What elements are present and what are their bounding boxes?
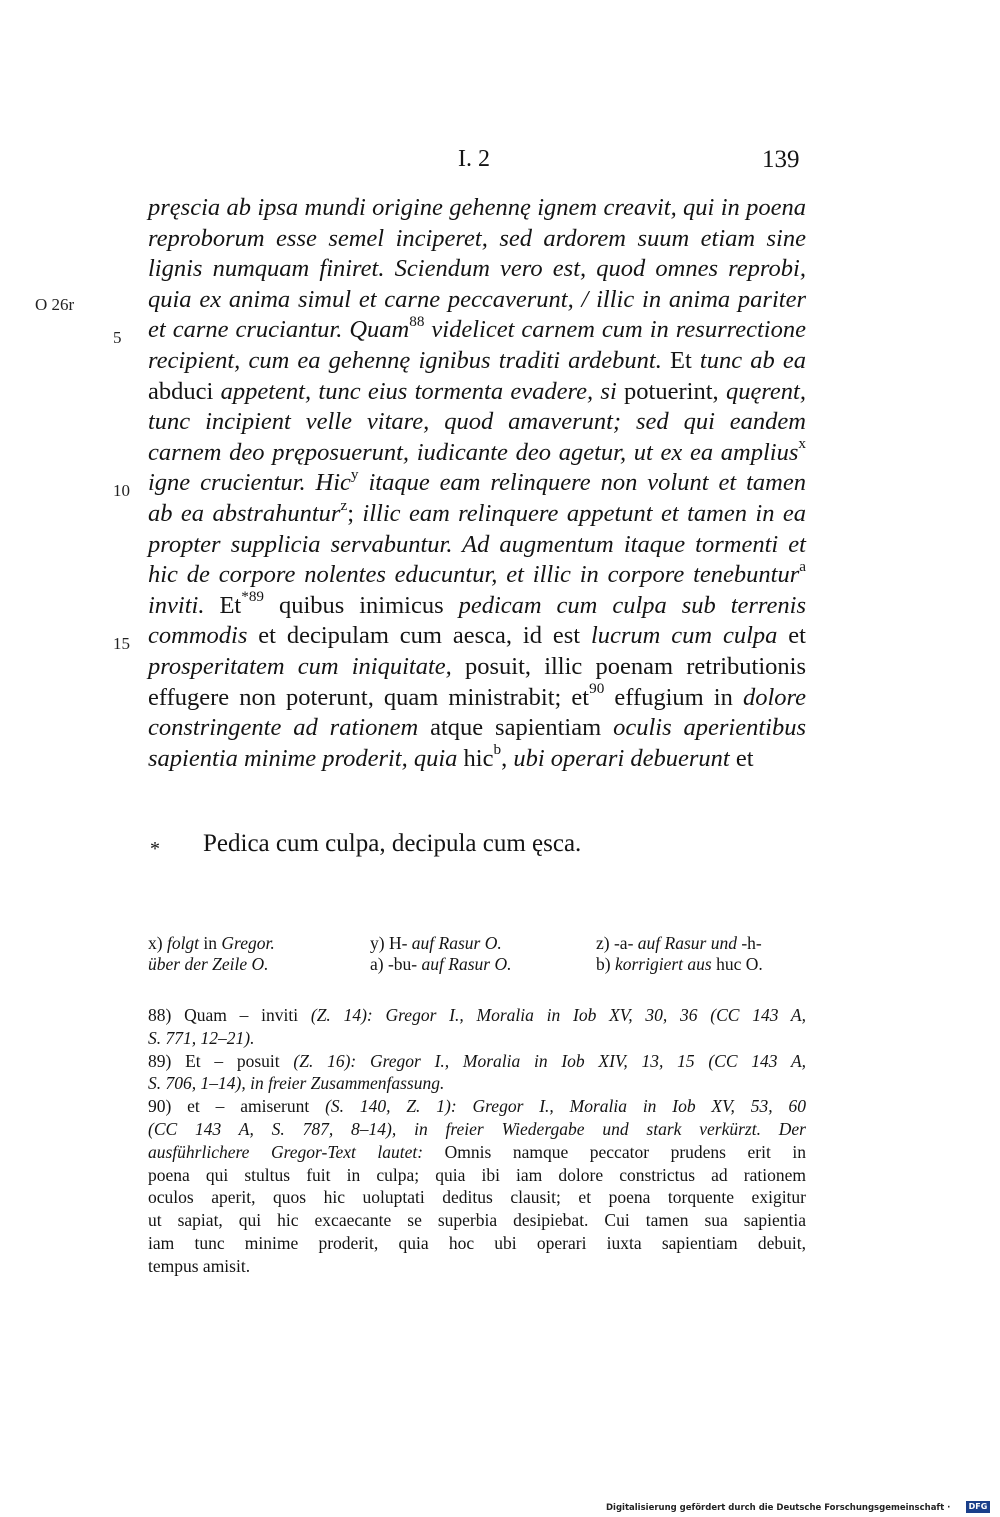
main-text-block [148,193,806,774]
text-line [148,557,806,591]
text-run: S. 706, 1–14), in freier Zusammenfassung. [148,1073,445,1094]
footnote-line [148,1141,806,1164]
text-line [148,713,806,744]
footnote-line [148,1050,806,1073]
text-run: S. 771, 12–21). [148,1027,255,1048]
text-line [148,621,806,652]
text-line [148,346,806,377]
text-run: tunc ab ea [699,346,807,374]
text-run: y) H- [370,933,412,953]
text-run: constringente ad rationem [148,714,419,742]
text-run: appetent, tunc eius tormenta evadere, si [220,377,617,405]
text-run: (Z. 14): Gregor I., Moralia in Iob XV, 30, 36 (CC 143 A, [310,1005,806,1025]
text-run: ausführlichere Gregor-Text lautet: [148,1141,424,1162]
text-run: auf Rasur O. [411,933,502,953]
text-line [148,652,806,683]
text-run: et [777,622,806,650]
dfg-logo: DFG [966,1501,990,1513]
note-marker: x [798,435,806,453]
text-run: quęrent, [725,377,806,405]
note-marker: *89 [241,588,264,606]
text-run: 88) Quam – inviti [148,1005,311,1025]
text-run: Omnis namque peccator prudens erit in [423,1141,807,1162]
footnote-line [148,1209,806,1232]
text-run: itaque eam relinquere non volunt et tamen [358,469,806,497]
text-run: (CC 143 A, S. 787, 8–14), in freier Wiedergabe und stark verkürzt. Der [148,1118,806,1139]
text-run: -h- [736,933,762,953]
text-line [148,588,806,622]
text-run: quibus inimicus [264,591,459,619]
apparatus-entry [148,954,275,975]
text-run: a) -bu- [370,954,422,974]
footnote [148,1095,806,1277]
text-run: in [199,933,222,953]
text-run: auf Rasur O. [421,954,512,974]
text-run: 90) et – amiserunt [148,1096,326,1117]
text-run: folgt [166,933,200,953]
text-run: recipient, cum ea gehennę ignibus traditi ardebunt. [148,346,662,374]
text-line [148,680,806,714]
text-run: hic de corpore nolentes educuntur, et illic in corpore tenebuntur [148,561,800,589]
text-run: 89) Et – posuit [148,1050,294,1071]
note-asterisk: * [150,838,160,860]
text-run: inviti. [148,591,205,619]
text-run: tempus amisit. [148,1255,251,1276]
text-run: quia ex anima simul et carne peccaverunt, / illic in anima pariter [148,285,806,313]
text-run: propter supplicia servabuntur. Ad augmentum itaque tormenti et [148,530,806,558]
text-run: x) [148,933,167,953]
text-run: posuit, illic poenam retributionis [451,652,806,680]
text-line [148,377,806,408]
note-marker: y [350,465,359,483]
text-run: Gregor. [221,933,275,953]
text-line [148,224,806,255]
footnote [148,1050,806,1096]
text-run: poena qui stultus fuit in culpa; quia ibi iam dolore constrictus ad rationem [148,1164,806,1185]
text-run: ut sapiat, qui hic excaecante se superbia desipiebat. Cui tamen sua sapientia [148,1210,806,1231]
text-run: (S. 140, Z. 1): Gregor I., Moralia in Iob XV, 53, 60 [325,1096,806,1117]
text-run: ; [347,499,363,527]
text-line [148,254,806,285]
text-run: pedicam cum culpa sub terrenis [458,591,806,619]
text-run: korrigiert aus [614,954,712,974]
running-head-section: I. 2 [458,146,490,172]
text-line [148,530,806,561]
text-run: , [501,744,514,772]
text-run: Et [661,346,700,374]
footnote-line [148,1232,806,1255]
text-run: (Z. 16): Gregor I., Moralia in Iob XIV, 13, 15 (CC 143 A, [293,1050,807,1071]
footnote-line [148,1255,806,1278]
apparatus-entry [148,933,275,954]
note-marker: z [340,496,348,514]
text-run: b) [596,954,615,974]
text-run: prosperitatem cum iniquitate, [148,652,452,680]
apparatus-column-1 [148,933,275,975]
text-run: über der Zeile O. [148,954,269,974]
text-run: effugere non poterunt, quam ministrabit; et [148,683,590,711]
text-run: auf Rasur und [637,933,737,953]
text-run: et carne cruciantur. Quam [148,316,410,344]
text-run: reproborum esse semel inciperet, sed ardorem suum etiam sine [148,224,806,252]
text-line [148,465,806,499]
note-marker: 90 [589,680,605,698]
text-run: carnem deo pręposuerunt, iudicante deo agetur, ut ex ea amplius [148,438,799,466]
text-run: oculos aperit, quos hic uoluptati deditus clausit; et poena torquente exigitur [148,1187,806,1208]
text-run: commodis [148,622,248,650]
footnote [148,1004,806,1050]
footnote-line [148,1027,806,1050]
footnote-line [148,1164,806,1187]
apparatus-entry [370,954,511,975]
page-number: 139 [762,146,800,173]
margin-folio-reference: O 26r [35,295,75,314]
note-marker: 88 [409,312,425,330]
text-run: iam tunc minime proderit, quia hoc ubi operari iuxta sapientiam debuit, [148,1232,806,1253]
text-run: et decipulam cum aesca, id est [247,622,591,650]
apparatus-entry [596,933,763,954]
text-run: pręscia ab ipsa mundi origine gehennę ignem creavit, qui in poena [148,194,806,221]
text-run: illic eam relinquere appetunt et tamen in ea [362,499,806,527]
line-number-5: 5 [113,328,122,347]
text-run: sapientia minime proderit, quia [148,744,458,772]
line-number-15: 15 [113,634,130,653]
text-line [148,285,806,316]
text-line [148,435,806,469]
text-line [148,496,806,530]
text-run: ubi operari debuerunt [513,744,730,772]
text-run: huc O. [711,954,763,974]
text-run: lucrum cum culpa [590,622,778,650]
text-run: effugium in [604,683,743,711]
apparatus-entry [596,954,763,975]
text-run: atque sapientiam [418,714,614,742]
text-line [148,741,806,775]
footnote-line [148,1118,806,1141]
text-run: oculis aperientibus [613,714,806,742]
footnote-line [148,1186,806,1209]
text-run: igne crucientur. Hic [148,469,351,497]
note-marker: b [493,741,502,759]
footnote-line [148,1072,806,1095]
text-run: Et [204,591,242,619]
line-number-10: 10 [113,481,130,500]
text-run: hic [457,744,494,772]
text-run: potuerint, [616,377,726,405]
note-marker: a [799,557,806,575]
footnotes-block [148,1004,806,1278]
footnote-line [148,1004,806,1027]
text-run: abduci [148,377,221,405]
text-run: videlicet carnem cum in resurrectione [424,316,806,344]
text-line [148,312,806,346]
text-run: ab ea abstrahuntur [148,499,341,527]
apparatus-column-2 [370,933,511,975]
apparatus-entry [370,933,511,954]
text-run: dolore [742,683,806,711]
text-run: tunc incipient velle vitare, quod amaverunt; sed qui eandem [148,408,806,436]
footnote-line [148,1095,806,1118]
funding-credit: Digitalisierung gefördert durch die Deutsche Forschungsgemeinschaft · [606,1503,951,1513]
marginal-note-text: Pedica cum culpa, decipula cum ęsca. [203,830,582,857]
apparatus-column-3 [596,933,763,975]
text-run: z) -a- [596,933,638,953]
text-run: lignis numquam finiret. Sciendum vero est, quod omnes reprobi, [148,255,806,283]
text-line [148,407,806,438]
text-run: et [729,744,754,772]
text-line [148,193,806,224]
